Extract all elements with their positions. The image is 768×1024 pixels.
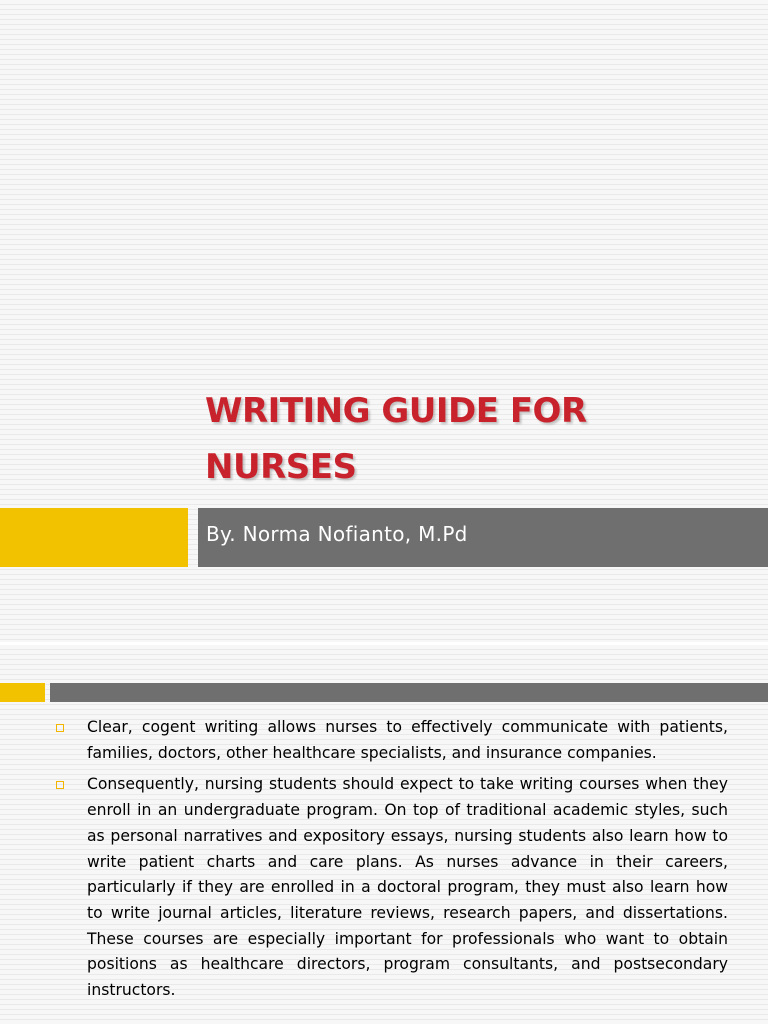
bullet-text: Clear, cogent writing allows nurses to effectively communicate with patients, families, doctors, other healthcare specialists, and insurance companies. — [87, 718, 728, 762]
subtitle-author: By. Norma Nofianto, M.Pd — [206, 522, 468, 546]
title-line-1: WRITING GUIDE FOR — [205, 391, 587, 431]
bullet-list — [0, 715, 768, 1010]
header-bar-gray — [50, 683, 768, 702]
content-slide — [0, 645, 768, 1024]
header-bar-yellow — [0, 683, 45, 702]
slide-title — [205, 383, 745, 495]
bullet-item — [0, 715, 768, 766]
square-bullet-icon — [56, 724, 64, 732]
bullet-text: Consequently, nursing students should expect to take writing courses when they enroll in an undergraduate program. On top of traditional academic styles, such as personal narratives and expository essays, nursing students also learn how to write patient charts and care plans. As nurses advance in their careers, particularly if they are enrolled in a doctoral program, they must also learn how to write journal articles, literature reviews, research papers, and dissertations. These courses are especially important for professionals who want to obtain positions as healthcare directors, program consultants, and postsecondary instructors. — [87, 775, 728, 1000]
accent-band-yellow — [0, 508, 188, 567]
title-line-2: NURSES — [205, 447, 357, 487]
bullet-item — [0, 772, 768, 1003]
subtitle-band — [198, 508, 768, 567]
square-bullet-icon — [56, 781, 64, 789]
